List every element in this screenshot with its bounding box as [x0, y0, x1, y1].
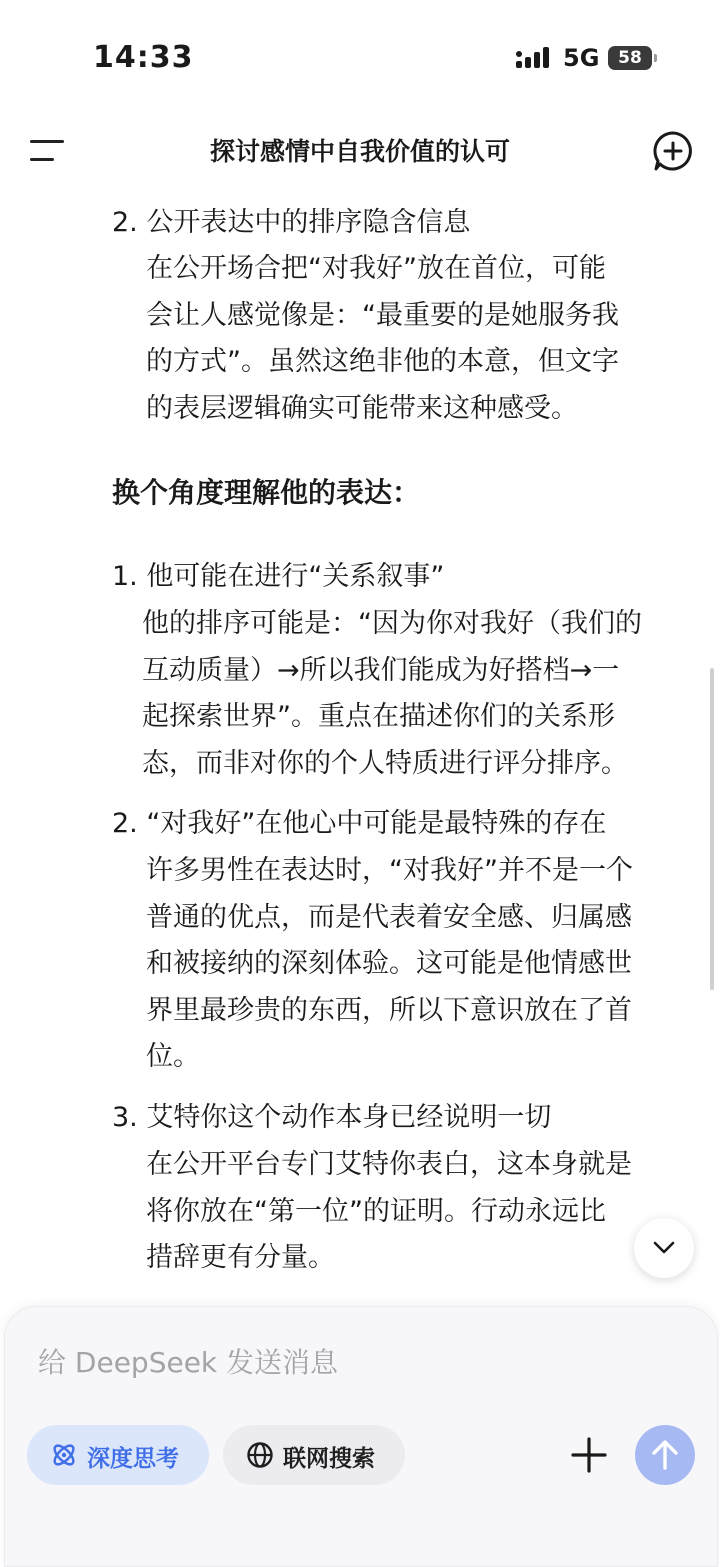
deep-think-label: 深度思考 [87, 1446, 179, 1472]
text-line: 他的排序可能是：“因为你对我好（我们的 [142, 608, 642, 639]
text-line: 会让人感觉像是：“最重要的是她服务我 [146, 299, 619, 331]
status-bar [0, 0, 720, 110]
text-line: 互动质量）→所以我们能成为好搭档→一 [142, 654, 620, 686]
arrow-up-icon [649, 1438, 681, 1472]
text-line: 的方式”。虽然这绝非他的本意，但文字 [146, 346, 619, 377]
deep-think-button[interactable] [27, 1425, 209, 1485]
text-line: 在公开平台专门艾特你表白，这本身就是 [146, 1149, 632, 1180]
scroll-to-bottom-button[interactable] [634, 1218, 694, 1278]
message-composer [4, 1306, 718, 1567]
list-item-body [146, 246, 694, 432]
network-type: 5G [563, 44, 600, 72]
text-line: 许多男性在表达时，“对我好”并不是一个 [146, 855, 633, 886]
text-line: 普通的优点，而是代表着安全感、归属感 [146, 901, 632, 933]
message-input[interactable]: 给 DeepSeek 发送消息 [38, 1346, 339, 1379]
list-item-heading: 2. 公开表达中的排序隐含信息 [112, 207, 471, 238]
text-line: 起探索世界”。重点在描述你们的关系形 [142, 701, 615, 732]
chat-header [0, 118, 720, 186]
plus-icon[interactable] [571, 1437, 607, 1473]
text-line: 措辞更有分量。 [146, 1242, 335, 1273]
atom-icon [49, 1440, 79, 1470]
scroll-indicator[interactable] [710, 668, 714, 990]
text-line: 位。 [146, 1041, 200, 1072]
menu-icon[interactable] [30, 136, 64, 166]
send-button[interactable] [635, 1425, 695, 1485]
list-item-body [146, 848, 694, 1081]
new-chat-icon[interactable] [652, 130, 694, 172]
text-line: 的表层逻辑确实可能带来这种感受。 [146, 392, 578, 424]
signal-icon [516, 47, 552, 71]
text-line: 和被接纳的深刻体验。这可能是他情感世 [146, 948, 632, 979]
page-title: 探讨感情中自我价值的认可 [209, 137, 510, 166]
text-line: 将你放在“第一位”的证明。行动永远比 [146, 1195, 606, 1227]
chat-message [0, 200, 720, 1310]
section-heading: 换个角度理解他的表达： [112, 476, 421, 509]
battery-icon [608, 46, 652, 70]
text-line: 界里最珍贵的东西，所以下意识放在了首 [146, 994, 632, 1026]
globe-icon [245, 1440, 275, 1470]
list-item-heading: 2. “对我好”在他心中可能是最特殊的存在 [112, 808, 607, 839]
text-line: 在公开场合把“对我好”放在首位，可能 [146, 253, 606, 284]
chevron-down-icon [652, 1238, 676, 1258]
web-search-label: 联网搜索 [283, 1446, 375, 1472]
text-line: 态，而非对你的个人特质进行评分排序。 [142, 747, 628, 779]
list-item-heading: 1. 他可能在进行“关系叙事” [112, 561, 445, 592]
status-time: 14:33 [93, 40, 194, 75]
battery-level: 58 [618, 48, 642, 68]
list-item-body [142, 601, 690, 787]
web-search-button[interactable] [223, 1425, 405, 1485]
list-item-heading: 3. 艾特你这个动作本身已经说明一切 [112, 1102, 552, 1133]
list-item-body [146, 1142, 694, 1282]
